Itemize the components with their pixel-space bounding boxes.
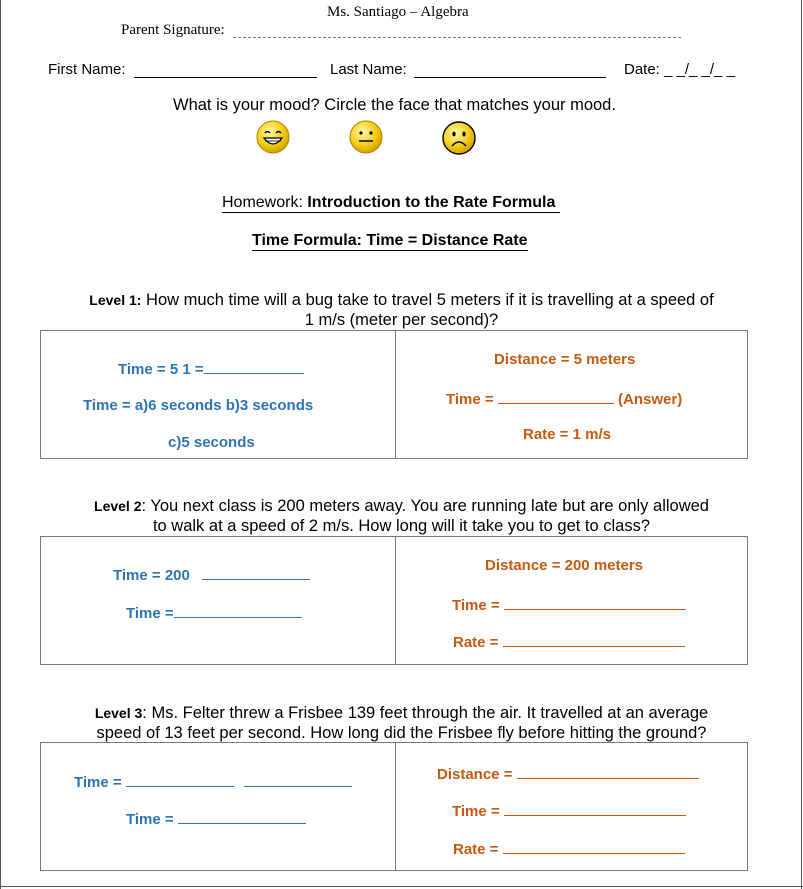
level-2-left-line1: Time = 200 xyxy=(113,565,310,584)
level-2-label: Level 2 xyxy=(94,498,142,514)
page-border-left xyxy=(0,0,1,889)
level-1-label: Level 1: xyxy=(89,292,142,308)
page-border-right xyxy=(801,0,802,889)
homework-title xyxy=(222,194,560,213)
level-3-label: Level 3 xyxy=(94,705,143,721)
first-name-field[interactable] xyxy=(134,77,317,78)
level-3-right-line1: Distance = xyxy=(437,764,699,783)
date-field[interactable]: Date: _ _/_ _/_ _ xyxy=(624,61,735,78)
mood-prompt: What is your mood? Circle the face that matches your mood. xyxy=(173,96,616,114)
level-2-question: Level 2: You next class is 200 meters away. You are running late but are only allowed to walk at a speed of 2 m/s. How long will it take you to get to class? xyxy=(94,497,709,535)
level-1-right-line1: Distance = 5 meters xyxy=(494,351,636,368)
level-1-left-line1: Time = 5 1 = xyxy=(118,359,304,378)
last-name-field[interactable] xyxy=(414,77,606,78)
level-3-right-line3: Rate = xyxy=(453,839,685,858)
level-3-left-line2: Time = xyxy=(126,809,306,828)
level-2-right-line2: Time = xyxy=(452,595,686,614)
level-3-question: Level 3: Ms. Felter threw a Frisbee 139 feet through the air. It travelled at an average speed of 13 feet per second. How long did the Frisbee fly before hitting the ground? xyxy=(94,704,709,742)
level-2-right-line3: Rate = xyxy=(453,632,685,651)
parent-signature-label: Parent Signature: xyxy=(121,22,225,38)
level-1-left-line2: Time = a)6 seconds b)3 seconds xyxy=(83,397,314,414)
level-1-question: Level 1: How much time will a bug take to travel 5 meters if it is travelling at a speed of 1 m/s (meter per second)? xyxy=(89,291,714,329)
time-formula: Time Formula: Time = Distance Rate xyxy=(252,232,528,249)
first-name-label: First Name: xyxy=(48,61,126,78)
homework-prefix: Homework: xyxy=(222,194,308,211)
level-1-right-line2: Time = (Answer) xyxy=(446,391,683,408)
level-2-right-line1: Distance = 200 meters xyxy=(485,557,644,574)
page-border-bottom xyxy=(0,886,803,887)
parent-signature-line[interactable] xyxy=(233,37,681,38)
level-3-left-line1: Time = xyxy=(74,772,352,791)
level-1-right-line3: Rate = 1 m/s xyxy=(523,426,611,443)
level-3-right-line2: Time = xyxy=(452,801,686,820)
level-1-left-line3: c)5 seconds xyxy=(168,434,255,451)
neutral-face-icon[interactable] xyxy=(349,120,383,154)
level-2-left-line2: Time = xyxy=(126,603,302,622)
sad-face-icon[interactable] xyxy=(442,121,476,155)
last-name-label: Last Name: xyxy=(330,61,407,78)
grinning-face-icon[interactable] xyxy=(256,120,290,154)
teacher-subject: Ms. Santiago – Algebra xyxy=(327,4,469,20)
homework-topic: Introduction to the Rate Formula xyxy=(307,194,556,211)
